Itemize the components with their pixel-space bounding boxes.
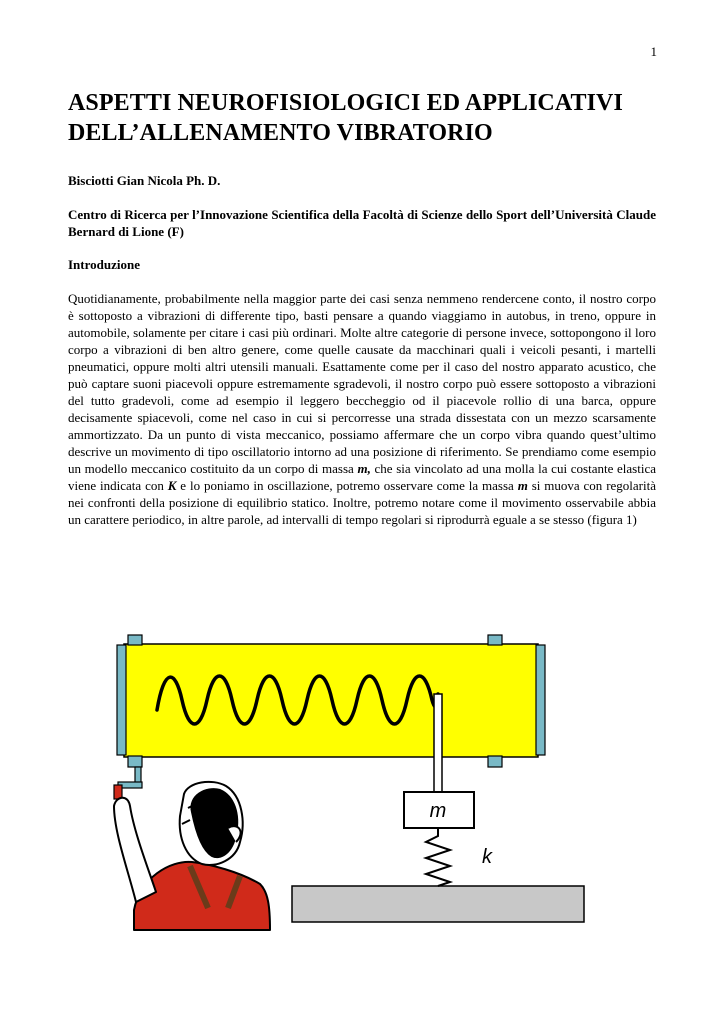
paragraph-text: che sia vincolato ad una molla la cui costante elastica viene indicata con bbox=[68, 461, 657, 493]
figure-1 bbox=[70, 610, 650, 940]
spring-mass-illustration bbox=[70, 610, 650, 940]
spring-constant-symbol: K bbox=[167, 478, 177, 493]
ground-block bbox=[292, 886, 584, 922]
section-heading: Introduzione bbox=[68, 257, 140, 272]
document-title: ASPETTI NEUROFISIOLOGICI ED APPLICATIVI DELL’ALLENAMENTO VIBRATORIO bbox=[68, 90, 623, 146]
paragraph-text: Quotidianamente, probabilmente nella maggior parte dei casi senza nemmeno rendercene conto, il nostro corpo è sottoposto a vibrazioni di differente tipo, basti pensare a quando viaggiamo in autobus, in treno, oppure in automobile, solamente per citare i casi più ordinari. Molte altre categorie di persone invece, sottopongono il loro corpo a vibrazioni di ben altro genere, come quelle causate da macchinari quali i veicoli pesanti, i martelli pneumatici, oppure molti altri utensili manuali. Esattamente come per il caso del nostro apparato acustico, che può captare suoni piacevoli oppure estremamente sgradevoli, il nostro corpo può essere sottoposto a vibrazioni del tutto gradevoli, come ad esempio il leggero beccheggio od il piacevole rollio di una barca, oppure decisamente spiacevoli, come nel caso in cui si percorresse una strada dissestata con un mezzo scarsamente ammortizzato. Da un punto di vista meccanico, possiamo affermare che un corpo vibra quando quest’ultimo descrive un movimento di tipo oscillatorio intorno ad una posizione di riferimento. Se prendiamo come esempio un modello meccanico costituito da un corpo di massa bbox=[68, 291, 656, 476]
intro-paragraph bbox=[68, 290, 656, 528]
person-arm bbox=[114, 798, 156, 902]
author-name: Bisciotti Gian Nicola Ph. D. bbox=[68, 173, 221, 188]
affiliation: Centro di Ricerca per l’Innovazione Scientifica della Facoltà di Scienze dello Sport dell’Università Claude Bernard di Lione (F) bbox=[68, 207, 656, 239]
paragraph-text: e lo poniamo in oscillazione, potremo osservare come la massa bbox=[180, 478, 514, 493]
page-number: 1 bbox=[650, 44, 657, 59]
crank-handle bbox=[114, 767, 142, 799]
spring bbox=[426, 828, 450, 886]
cartoon-person bbox=[114, 782, 270, 930]
mass-symbol: m, bbox=[357, 461, 371, 476]
spring-label: k bbox=[482, 846, 492, 868]
mass-label: m bbox=[429, 800, 447, 822]
pen-rod bbox=[434, 694, 442, 792]
paragraph-text: si muova con regolarità nei confronti della posizione di equilibrio statico. Inoltre, potremo notare come il movimento osservabile abbia un carattere periodico, in altre parole, ad intervalli di tempo regolari si riprodurrà eguale a se stesso (figura 1) bbox=[68, 478, 657, 527]
mass-symbol: m bbox=[517, 478, 528, 493]
